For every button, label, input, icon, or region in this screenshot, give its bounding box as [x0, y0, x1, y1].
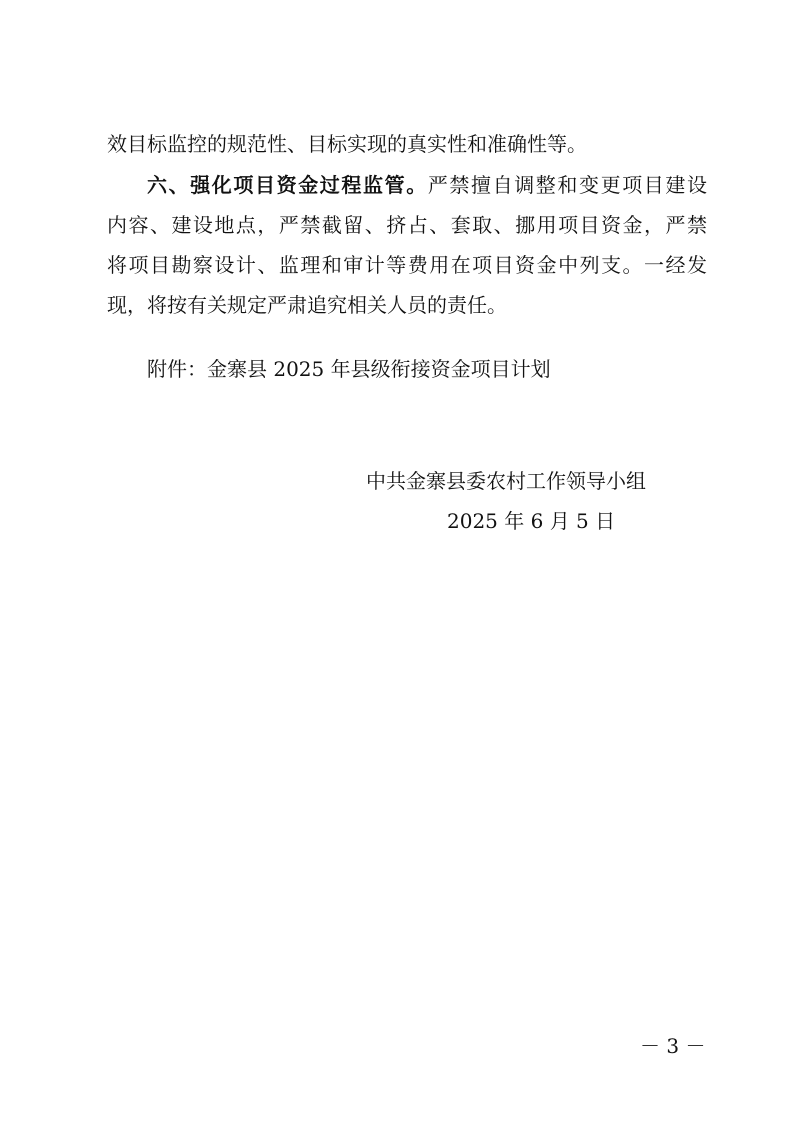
- signature-date: 2025 年 6 月 5 日: [447, 509, 616, 533]
- section-6-heading: 六、强化项目资金过程监管。: [147, 173, 428, 197]
- section-6-line-4: 现，将按有关规定严肃追究相关人员的责任。: [107, 293, 507, 317]
- section-6-first-line: [147, 172, 707, 198]
- body-line-1: 效目标监控的规范性、目标实现的真实性和准确性等。: [107, 132, 587, 156]
- section-6-line-3: 将项目勘察设计、监理和审计等费用在项目资金中列支。一经发: [107, 253, 707, 277]
- attachment-line: 附件：金寨县 2025 年县级衔接资金项目计划: [147, 357, 551, 381]
- signature-organization: 中共金寨县委农村工作领导小组: [366, 469, 646, 493]
- section-6-line-2: 内容、建设地点，严禁截留、挤占、套取、挪用项目资金，严禁: [107, 213, 707, 237]
- page-number: － 3 －: [640, 1034, 706, 1058]
- section-6-line-1-text: 严禁擅自调整和变更项目建设: [427, 173, 708, 197]
